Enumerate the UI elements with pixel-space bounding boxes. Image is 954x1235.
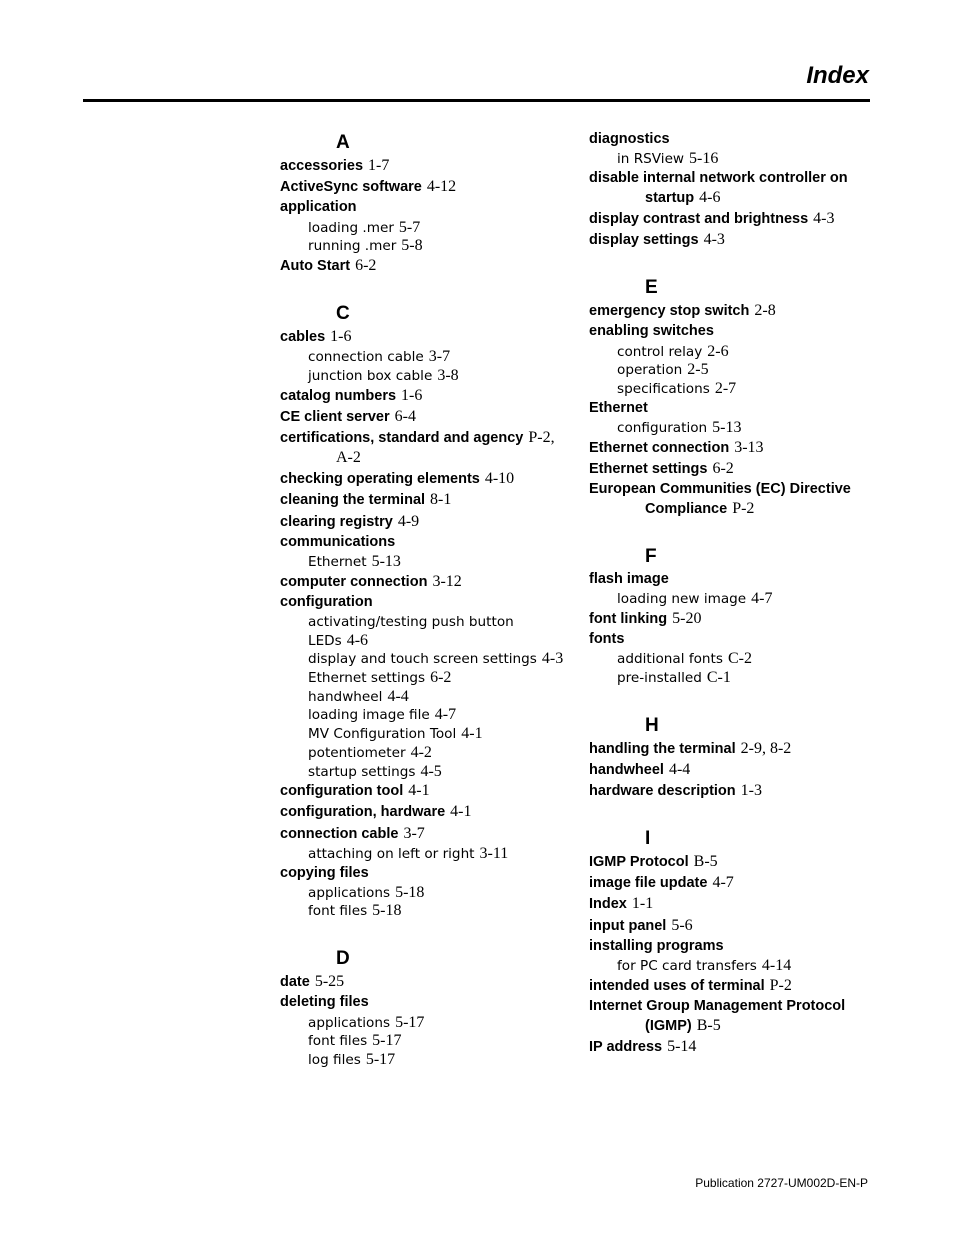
entry-term: IGMP Protocol [589,854,689,871]
index-entry [589,997,879,1036]
entry-term: disable internal network controller on [589,169,848,186]
subentry-term: configuration [617,419,708,436]
index-column-left [280,130,570,1095]
entry-pages: 1-6 [330,327,352,345]
entry-term: fonts [589,631,625,648]
entry-pages: 3-7 [403,824,425,842]
entry-term: handwheel [589,761,664,778]
index-entry [589,873,879,893]
index-entry [589,781,879,801]
subentry-pages: 5-18 [372,902,402,920]
subentry-term: operation [617,362,683,379]
subentry-term: handwheel [308,688,383,705]
index-subentry [280,902,570,921]
entry-pages-continued: B-5 [696,1016,721,1034]
subentry-pages: C-1 [706,668,731,686]
subentry-pages: 3-7 [428,348,451,366]
index-entry [280,469,570,489]
index-entry [280,327,570,347]
index-subentry [280,725,570,744]
index-entry [280,572,570,592]
entry-term: diagnostics [589,131,670,147]
entry-term: copying files [280,864,369,881]
index-subentry [589,957,879,976]
entry-term: CE client server [280,408,390,425]
index-entry [589,301,879,321]
entry-term: emergency stop switch [589,303,750,320]
index-subentry [280,1032,570,1051]
entry-pages: P-2 [769,976,792,994]
entry-pages: 4-1 [450,803,472,821]
entry-term: Ethernet settings [589,460,708,477]
index-subentry [589,419,879,438]
index-section [589,713,879,801]
entry-pages: 8-1 [430,491,452,509]
entry-term: Ethernet [589,399,648,416]
subentry-pages: C-2 [727,650,752,668]
subentry-pages: 2-7 [714,380,737,398]
subentry-pages: 4-4 [387,687,409,705]
entry-term: Auto Start [280,257,351,274]
index-subentry [280,613,570,650]
entry-pages: 2-9, 8-2 [740,739,792,757]
index-column-right [589,130,879,1082]
entry-pages: 5-14 [667,1038,697,1056]
index-entry [589,916,879,936]
index-subentry [280,553,570,572]
entry-pages-continued: A-2 [336,448,361,466]
index-entry [280,972,570,992]
entry-term: deleting files [280,994,369,1011]
entry-pages: 5-6 [671,916,693,934]
index-entry [589,230,879,250]
entry-pages: 4-3 [703,231,725,249]
entry-continuation [589,188,879,208]
entry-term: IP address [589,1039,663,1056]
index-subentry [280,219,570,238]
subentry-term: running .mer [308,238,397,255]
index-entry [280,428,570,468]
entry-pages: 1-1 [631,895,654,913]
index-entry [589,630,879,649]
subentry-pages: 5-17 [365,1050,396,1068]
entry-term: Internet Group Management Protocol [589,997,846,1014]
subentry-pages: 5-13 [712,418,742,436]
subentry-pages: 5-17 [372,1032,402,1050]
subentry-term: log files [308,1051,361,1068]
subentry-term: pre-installed [617,669,702,686]
entry-term: configuration [280,593,373,610]
index-subentry [280,744,570,763]
index-section [589,544,879,688]
entry-term: installing programs [589,937,724,954]
entry-term-continued: Compliance [645,501,728,518]
index-entry [280,490,570,510]
subentry-pages: 3-11 [479,844,509,862]
entry-term: catalog numbers [280,387,397,404]
subentry-term: MV Configuration Tool [308,726,457,743]
entry-term: computer connection [280,573,428,590]
entry-term-continued: (IGMP) [645,1017,692,1034]
entry-term: communications [280,533,396,550]
section-letter: D [336,948,350,970]
subentry-pages: 5-16 [689,150,719,168]
index-subentry [280,763,570,782]
subentry-term: connection cable [308,349,424,366]
entry-term: configuration tool [280,783,404,800]
index-section [280,130,570,276]
publication-footer: Publication 2727-UM002D-EN-P [695,1176,868,1190]
index-subentry [280,348,570,367]
entry-term: certifications, standard and agency [280,429,524,446]
index-entry [280,781,570,801]
index-entry [589,399,879,418]
entry-continuation [589,1016,879,1036]
index-subentry [589,590,879,609]
index-subentry [589,650,879,669]
entry-term: cables [280,328,326,345]
entry-continuation [589,499,879,519]
entry-pages: 4-12 [426,178,457,196]
section-letter: E [645,277,658,299]
index-subentry [280,669,570,688]
subentry-term: display and touch screen settings [308,651,537,668]
entry-term: display contrast and brightness [589,211,809,228]
index-entry [280,593,570,612]
index-entry [589,852,879,872]
subentry-pages: 4-5 [420,762,442,780]
index-subentry [589,361,879,380]
subentry-term: activating/testing push button LEDs [308,613,514,649]
entry-term: Index [589,896,627,913]
index-section [280,946,570,1069]
index-subentry [280,1051,570,1070]
index-subentry [280,1014,570,1033]
subentry-term: Ethernet settings [308,670,426,687]
index-entry [280,177,570,197]
index-entry [280,256,570,276]
subentry-term: loading .mer [308,219,394,236]
entry-term: ActiveSync software [280,179,422,196]
index-entry [589,976,879,996]
page-title: Index [806,62,869,89]
entry-term: display settings [589,232,699,249]
subentry-pages: 4-1 [461,725,483,743]
entry-term: input panel [589,917,667,934]
index-entry [589,322,879,341]
index-entry [589,609,879,629]
entry-term: accessories [280,158,364,174]
entry-term: application [280,199,357,216]
index-subentry [589,380,879,399]
index-subentry [280,688,570,707]
index-subentry [280,884,570,903]
subentry-term: loading new image [617,591,747,608]
entry-pages: 4-9 [397,512,420,530]
entry-pages-continued: 4-6 [699,188,721,206]
subentry-pages: 4-6 [346,631,369,649]
subentry-pages: 4-14 [761,957,792,974]
entry-term: font linking [589,610,668,627]
entry-pages: 4-3 [813,210,835,228]
subentry-term: junction box cable [308,367,433,384]
entry-term: enabling switches [589,323,714,340]
entry-term: configuration, hardware [280,804,446,821]
index-subentry [280,367,570,386]
subentry-pages: 5-7 [398,218,421,236]
subentry-term: font files [308,903,368,920]
subentry-pages: 4-3 [541,650,564,668]
index-entry [280,993,570,1012]
index-entry [280,512,570,532]
entry-pages: 4-4 [668,760,691,778]
subentry-term: control relay [617,343,703,360]
subentry-term: specifications [617,381,710,398]
index-entry [280,533,570,552]
index-subentry [589,150,879,169]
index-entry [589,1037,879,1057]
entry-term: Ethernet connection [589,439,730,456]
subentry-pages: 2-6 [707,342,729,360]
entry-pages: 2-8 [754,302,776,320]
index-subentry [589,669,879,688]
subentry-pages: 4-7 [434,706,457,724]
section-letter: A [336,132,350,153]
subentry-pages: 5-18 [395,883,425,901]
entry-pages: 3-12 [432,572,462,590]
section-letter: H [645,714,659,736]
subentry-term: in RSView [617,151,685,168]
entry-pages: 3-13 [734,438,764,456]
entry-term: flash image [589,571,669,588]
index-subentry [280,706,570,725]
subentry-pages: 2-5 [687,361,709,379]
subentry-pages: 3-8 [437,366,459,384]
index-entry [589,570,879,589]
index-entry [589,937,879,956]
entry-term: intended uses of terminal [589,977,765,994]
subentry-pages: 5-17 [395,1013,425,1031]
entry-pages: 4-1 [408,782,430,800]
subentry-term: font files [308,1033,368,1050]
entry-pages: 6-2 [355,256,377,274]
subentry-pages: 5-13 [371,552,401,570]
entry-pages: 5-25 [314,973,345,991]
index-entry [280,864,570,883]
entry-term: checking operating elements [280,471,480,488]
subentry-term: loading image file [308,707,430,724]
index-entry [589,459,879,479]
index-entry [589,169,879,208]
subentry-term: for PC card transfers [617,958,757,974]
index-entry [589,894,879,914]
index-section [589,826,879,1057]
index-entry [589,130,879,149]
entry-term: clearing registry [280,513,393,530]
index-entry [280,824,570,844]
index-subentry [280,237,570,256]
index-subentry [280,845,570,864]
subentry-pages: 6-2 [430,669,452,687]
index-section [589,275,879,519]
section-letter: C [336,302,350,324]
subentry-pages: 4-7 [751,590,773,608]
header-rule [83,99,870,102]
subentry-term: Ethernet [308,553,367,570]
subentry-term: attaching on left or right [308,845,475,862]
index-entry [280,802,570,822]
index-entry [589,760,879,780]
index-entry [280,407,570,427]
subentry-term: startup settings [308,763,416,780]
subentry-term: potentiometer [308,744,406,761]
index-entry [589,438,879,458]
entry-continuation [280,448,570,468]
entry-pages: 1-7 [368,157,390,174]
subentry-pages: 5-8 [401,237,423,255]
index-entry [280,386,570,406]
index-section [280,301,570,921]
section-letter: I [645,828,651,850]
entry-pages: B-5 [693,853,718,871]
entry-term: handling the terminal [589,740,736,757]
section-letter: F [645,546,657,568]
index-section [589,130,879,250]
index-subentry [280,650,570,669]
index-entry [589,739,879,759]
subentry-term: additional fonts [617,651,723,668]
entry-term: cleaning the terminal [280,492,426,509]
entry-term: date [280,974,310,991]
entry-term-continued: startup [645,189,695,206]
index-subentry [589,343,879,362]
index-entry [589,480,879,519]
entry-pages: P-2, [528,428,555,446]
entry-term: European Communities (EC) Directive [589,481,851,498]
subentry-term: applications [308,884,391,901]
index-entry [280,156,570,176]
entry-term: hardware description [589,783,736,800]
entry-pages-continued: P-2 [732,500,755,518]
entry-pages: 6-2 [712,459,734,477]
index-entry [280,198,570,217]
subentry-term: applications [308,1014,391,1031]
entry-term: image file update [589,875,708,892]
index-entry [589,209,879,229]
entry-pages: 1-3 [740,782,762,800]
entry-pages: 1-6 [401,386,423,404]
entry-pages: 4-7 [712,874,734,892]
subentry-pages: 4-2 [410,743,432,761]
entry-pages: 5-20 [672,609,702,627]
entry-pages: 4-10 [484,470,515,488]
entry-term: connection cable [280,825,399,842]
entry-pages: 6-4 [394,407,416,425]
